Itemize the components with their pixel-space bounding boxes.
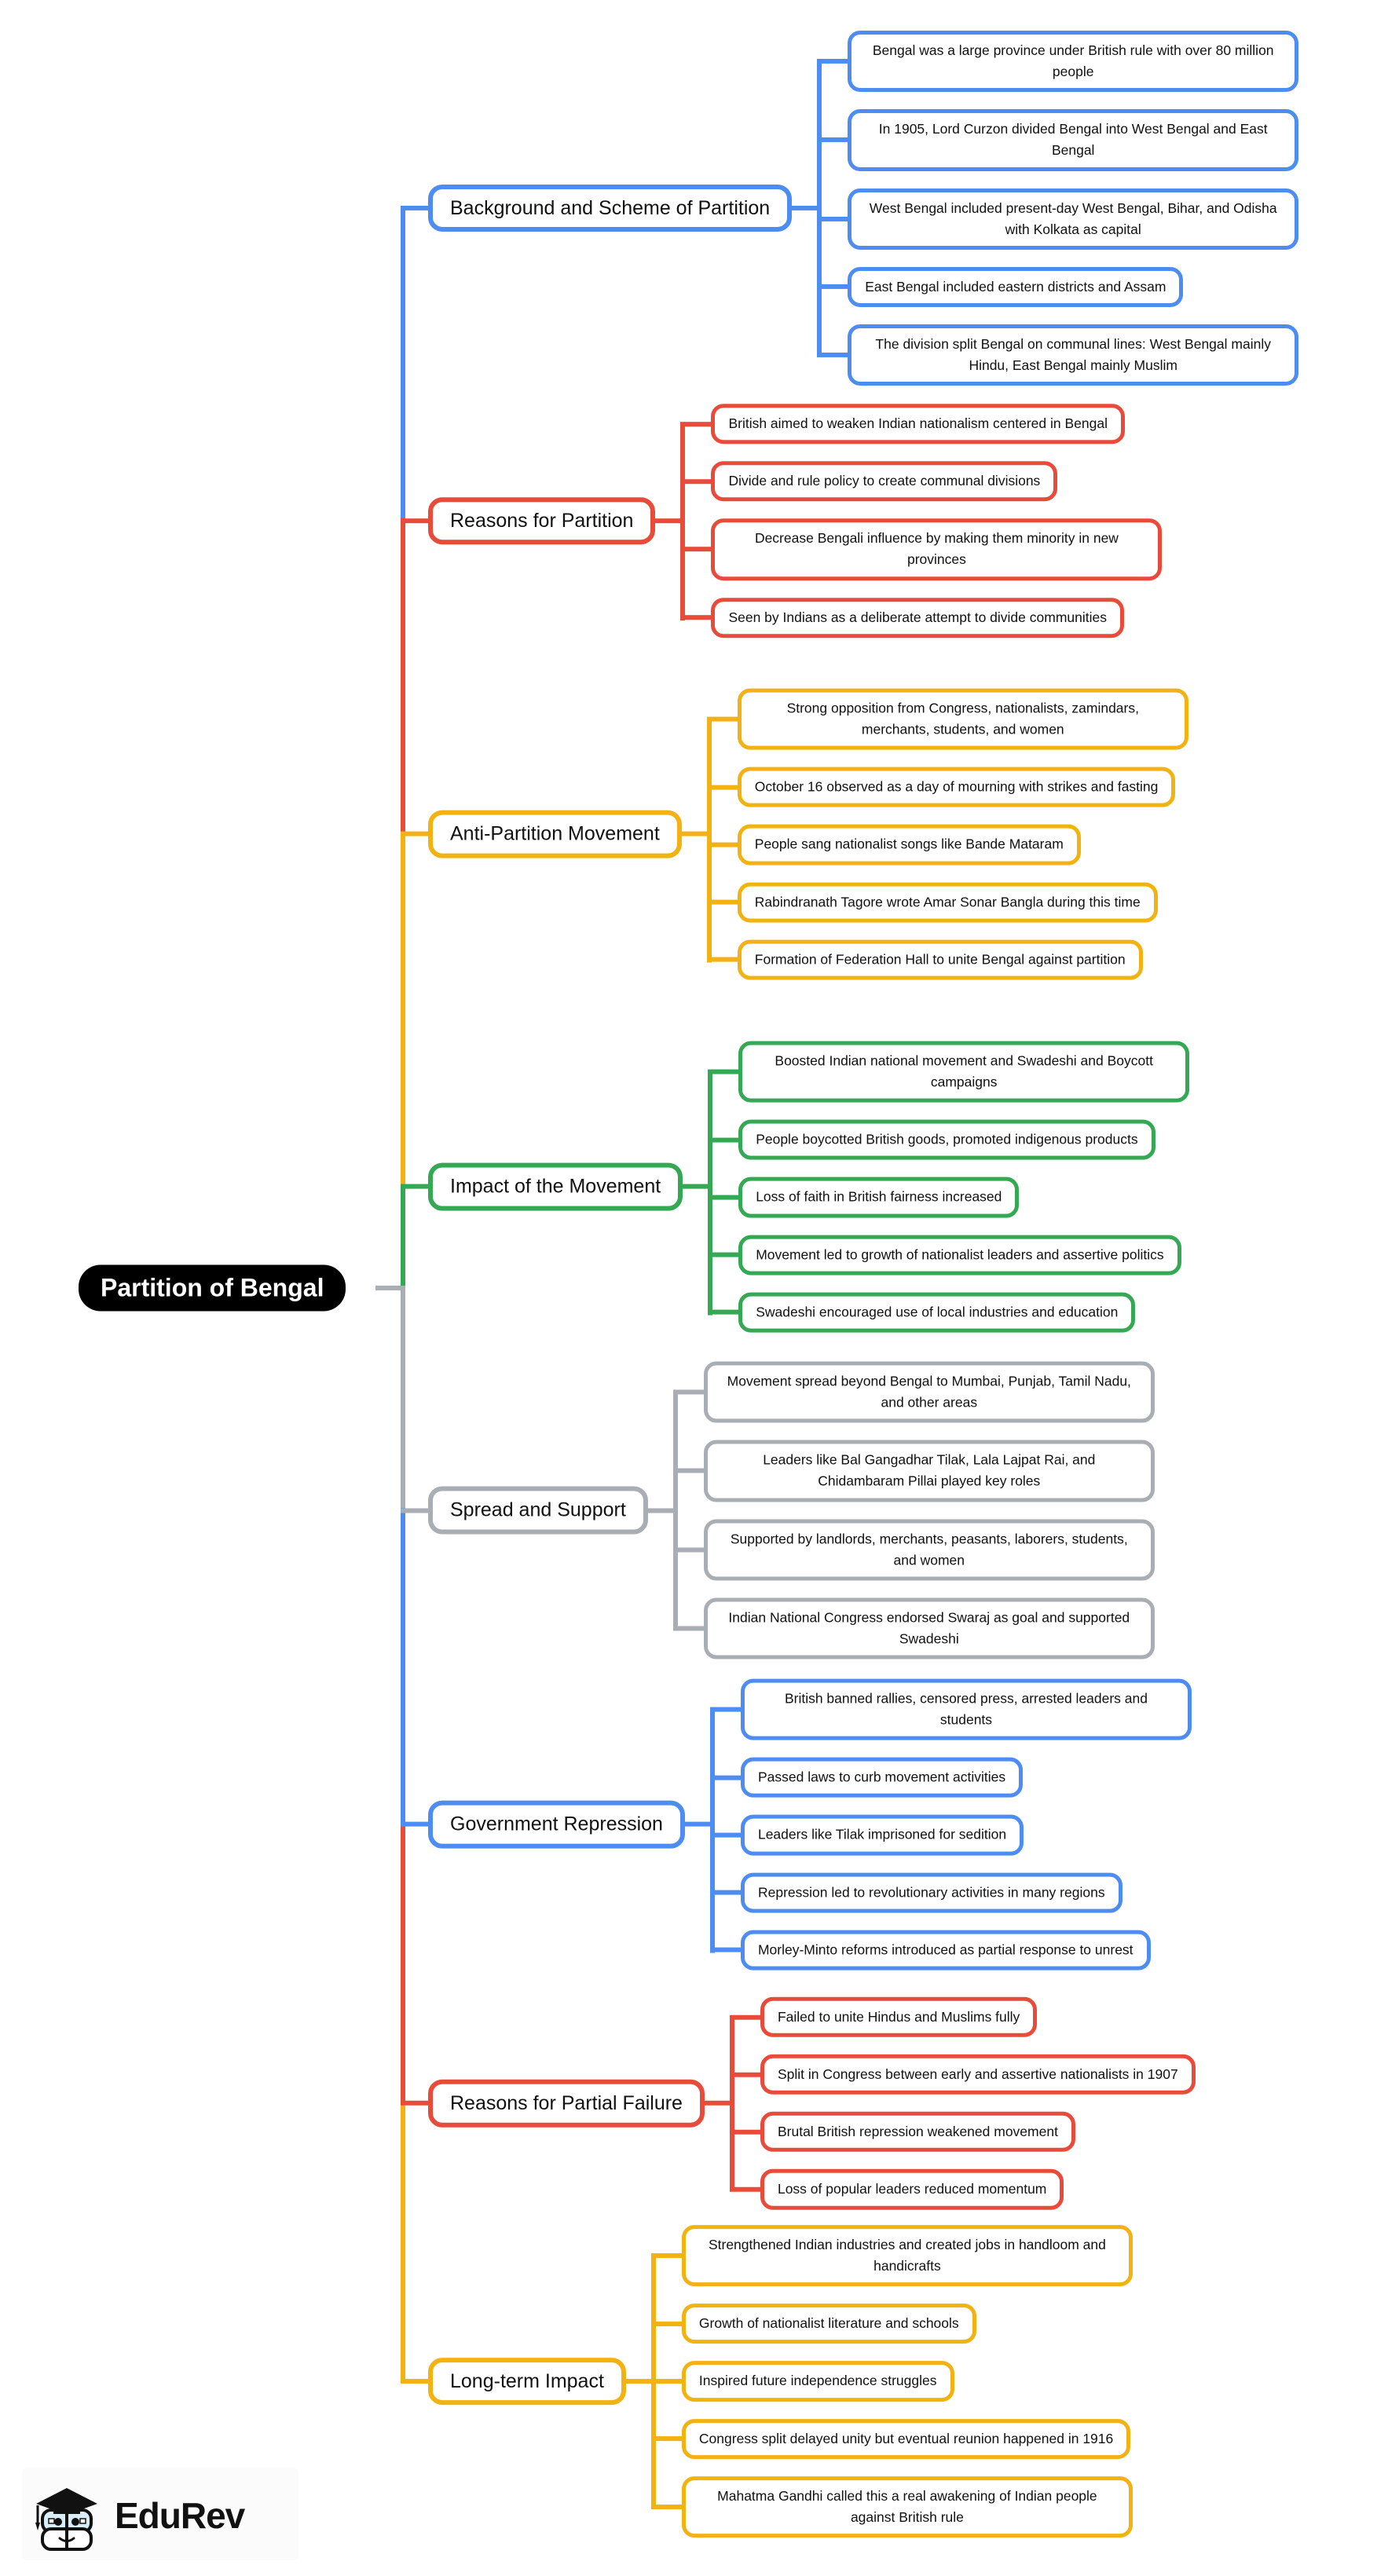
branch-connector-line [401,2379,428,2384]
leaf-node: Supported by landlords, merchants, peasants, laborers, students, and women [704,1519,1155,1580]
leaf-node: Leaders like Bal Gangadhar Tilak, Lala Lajpat Rai, and Chidambaram Pillai played key roles [704,1440,1155,1502]
leaf-node: Rabindranath Tagore wrote Amar Sonar Bangla during this time [738,882,1158,922]
leaf-group [680,404,1162,638]
leaf-trunk-connector-line [685,1822,710,1827]
branch-label: Government Repression [428,1801,685,1849]
edurev-logo [30,2474,244,2556]
leaf-node: In 1905, Lord Curzon divided Bengal into West Bengal and East Bengal [848,109,1298,170]
leaf-node: Leaders like Tilak imprisoned for sedition [741,1815,1024,1855]
leaf-node: Decrease Bengali influence by making them minority in new provinces [711,518,1162,580]
branch-row [401,1041,1189,1333]
leaf-node: Bengal was a large province under British rule with over 80 million people [848,31,1298,92]
branch-connector-line [401,1508,428,1513]
edurev-graduate-icon [30,2474,102,2556]
central-topic-node: Partition of Bengal [79,1265,346,1312]
leaf-group [707,689,1188,980]
leaf-node: Congress split delayed unity but eventual reunion happened in 1916 [682,2419,1130,2459]
leaf-node: Brutal British repression weakened movement [760,2112,1075,2152]
leaf-node: The division split Bengal on communal lines: West Bengal mainly Hindu, East Bengal mainly Muslim [848,324,1298,386]
leaf-trunk-line [680,422,685,620]
leaf-node: Indian National Congress endorsed Swaraj as goal and supported Swadeshi [704,1597,1155,1659]
leaf-trunk-line [817,59,822,357]
leaf-trunk-line [730,2014,734,2191]
leaf-group [673,1362,1155,1659]
leaf-trunk-connector-line [648,1508,673,1513]
leaf-node: British aimed to weaken Indian nationalism centered in Bengal [711,404,1125,444]
branch-label: Long-term Impact [428,2358,626,2406]
leaf-node: October 16 observed as a day of mourning with strikes and fasting [738,767,1176,807]
branch-connector-line [401,518,428,523]
leaf-node: Movement spread beyond Bengal to Mumbai, Punjab, Tamil Nadu, and other areas [704,1362,1155,1423]
leaf-group [730,1997,1196,2210]
leaf-trunk-connector-line [626,2379,651,2384]
branch-row [401,1362,1155,1659]
leaf-node: British banned rallies, censored press, arrested leaders and students [741,1679,1192,1740]
leaf-node: Movement led to growth of nationalist leaders and assertive politics [738,1235,1181,1275]
branch-connector-line [401,1184,428,1189]
leaf-trunk-connector-line [683,1184,708,1189]
branch-row [401,31,1298,386]
leaf-trunk-connector-line [682,832,707,836]
branch-label: Anti-Partition Movement [428,810,682,858]
branch-connector-line [401,832,428,836]
branch-connector-line [401,1822,428,1827]
leaf-group [817,31,1298,386]
leaf-node: West Bengal included present-day West Bengal, Bihar, and Odisha with Kolkata as capital [848,188,1298,249]
leaf-trunk-connector-line [792,206,817,210]
leaf-node: Growth of nationalist literature and schools [682,2303,976,2344]
leaf-node: Split in Congress between early and assertive nationalists in 1907 [760,2055,1196,2095]
leaf-trunk-line [673,1390,678,1631]
branch-connector-line [401,206,428,210]
leaf-group [708,1041,1189,1333]
leaf-node: Strong opposition from Congress, nationalists, zamindars, merchants, students, and women [738,689,1188,750]
branch-label: Background and Scheme of Partition [428,185,792,232]
leaf-node: Mahatma Gandhi called this a real awakening of Indian people against British rule [682,2476,1133,2538]
leaf-node: Morley-Minto reforms introduced as partial response to unrest [741,1930,1151,1970]
leaf-node: Loss of faith in British fairness increased [738,1177,1019,1217]
branch-row [401,404,1162,638]
branch-row [401,1997,1196,2210]
leaf-group [710,1679,1192,1970]
leaf-node: People sang nationalist songs like Bande Mataram [738,825,1081,865]
leaf-node: Repression led to revolutionary activities in many regions [741,1872,1122,1912]
leaf-node: Seen by Indians as a deliberate attempt to divide communities [711,598,1124,638]
leaf-node: Loss of popular leaders reduced momentum [760,2169,1064,2209]
leaf-trunk-connector-line [655,518,680,523]
leaf-node: Swadeshi encouraged use of local industries and education [738,1292,1135,1332]
leaf-node: People boycotted British goods, promoted indigenous products [738,1120,1155,1160]
branch-row [401,1679,1192,1970]
branch-label: Spread and Support [428,1487,648,1535]
leaf-group [651,2225,1133,2538]
leaf-node: Inspired future independence struggles [682,2361,954,2401]
leaf-trunk-connector-line [705,2101,730,2106]
leaf-trunk-line [710,1707,715,1953]
leaf-trunk-line [708,1070,712,1315]
leaf-node: Boosted Indian national movement and Swadeshi and Boycott campaigns [738,1041,1189,1103]
leaf-node: Strengthened Indian industries and created jobs in handloom and handicrafts [682,2225,1133,2286]
branch-row [401,689,1188,980]
branch-connector-line [401,2101,428,2106]
branch-label: Reasons for Partition [428,497,655,545]
branch-label: Impact of the Movement [428,1163,683,1211]
edurev-brand-text: EduRev [115,2494,245,2536]
leaf-node: Divide and rule policy to create communal divisions [711,461,1057,501]
branch-label: Reasons for Partial Failure [428,2080,705,2128]
leaf-node: East Bengal included eastern districts and Assam [848,267,1183,307]
leaf-node: Passed laws to curb movement activities [741,1758,1023,1798]
leaf-node: Formation of Federation Hall to unite Bengal against partition [738,939,1143,979]
leaf-node: Failed to unite Hindus and Muslims fully [760,1997,1037,2037]
leaf-trunk-line [707,717,712,963]
branch-row [401,2225,1133,2538]
